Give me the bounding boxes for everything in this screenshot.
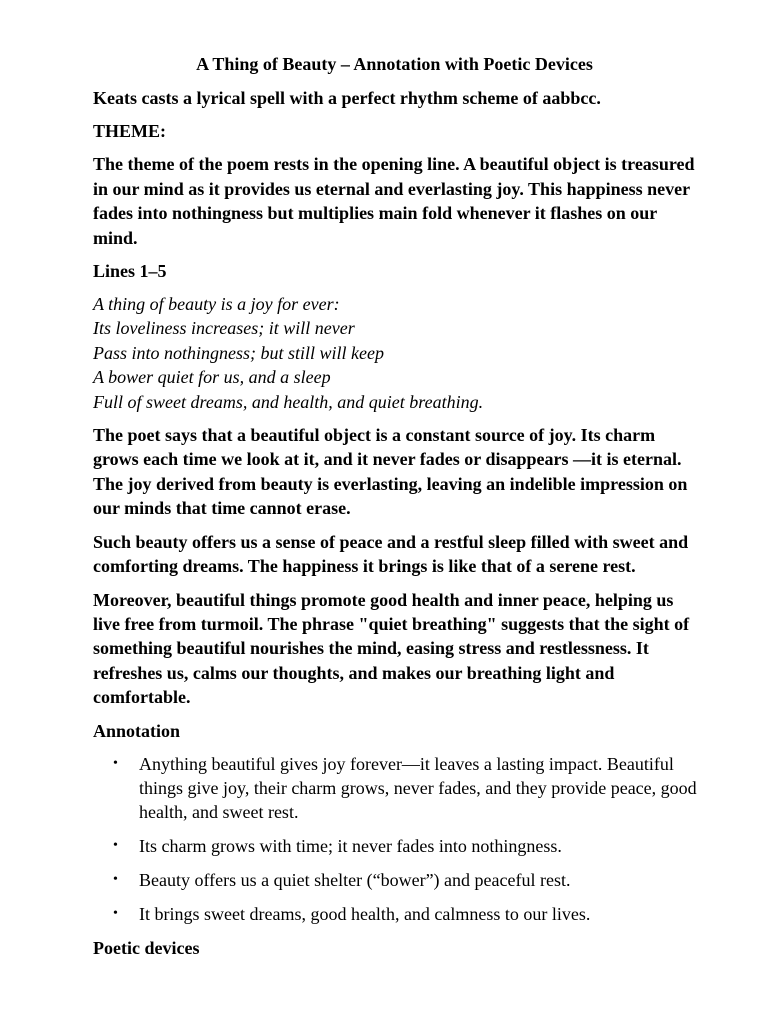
list-item-text: It brings sweet dreams, good health, and calmness to our lives.: [139, 904, 591, 925]
bullet-icon: •: [113, 906, 118, 922]
explanation-paragraph: The poet says that a beautiful object is a constant source of joy. Its charm grows each time we look at it, and it never fades or disappears —it is eternal. The joy derived from beauty is everlasting, leaving an indelible impression on our minds that time cannot erase.: [93, 425, 688, 519]
annotation-heading: Annotation: [93, 720, 181, 741]
list-item-text: Its charm grows with time; it never fades into nothingness.: [139, 836, 562, 857]
list-item-text: Beauty offers us a quiet shelter (“bower”) and peaceful rest.: [139, 870, 571, 891]
poem-line: Pass into nothingness; but still will keep: [93, 342, 384, 363]
bullet-icon: •: [113, 755, 118, 771]
bullet-icon: •: [113, 872, 118, 888]
list-item: [93, 834, 704, 858]
explanation-paragraph: Moreover, beautiful things promote good health and inner peace, helping us live free from turmoil. The phrase "quiet breathing" suggests that the sight of something beautiful nourishes the mind, easing stress and restlessness. It refreshes us, calms our thoughts, and makes our breathing light and comfortable.: [93, 589, 690, 708]
poem-line: A thing of beauty is a joy for ever:: [93, 294, 340, 315]
poetic-devices-heading: Poetic devices: [93, 937, 200, 958]
intro-paragraph: Keats casts a lyrical spell with a perfect rhythm scheme of aabbcc.: [93, 88, 601, 108]
poem-line: Its loveliness increases; it will never: [93, 318, 355, 339]
explanation-paragraph: Such beauty offers us a sense of peace and a restful sleep filled with sweet and comforting dreams. The happiness it brings is like that of a serene rest.: [93, 531, 689, 577]
poem-line: A bower quiet for us, and a sleep: [93, 367, 331, 388]
document-title: A Thing of Beauty – Annotation with Poetic Devices: [196, 54, 593, 74]
theme-heading: THEME:: [93, 121, 167, 142]
list-item-text: Anything beautiful gives joy forever—it leaves a lasting impact. Beautiful things give joy, their charm grows, never fades, and they provide peace, good health, and sweet rest.: [139, 753, 697, 823]
bullet-icon: •: [113, 838, 118, 854]
poem-line: Full of sweet dreams, and health, and quiet breathing.: [93, 391, 484, 412]
annotation-list: [93, 752, 704, 927]
lines-heading: Lines 1–5: [93, 261, 167, 282]
list-item: [93, 902, 704, 926]
poem-excerpt: [93, 292, 704, 414]
list-item: [93, 868, 704, 892]
list-item: [93, 752, 704, 825]
theme-paragraph: The theme of the poem rests in the opening line. A beautiful object is treasured in our mind as it provides us eternal and everlasting joy. This happiness never fades into nothingness but multiplies main fold whenever it flashes on our mind.: [93, 154, 695, 248]
